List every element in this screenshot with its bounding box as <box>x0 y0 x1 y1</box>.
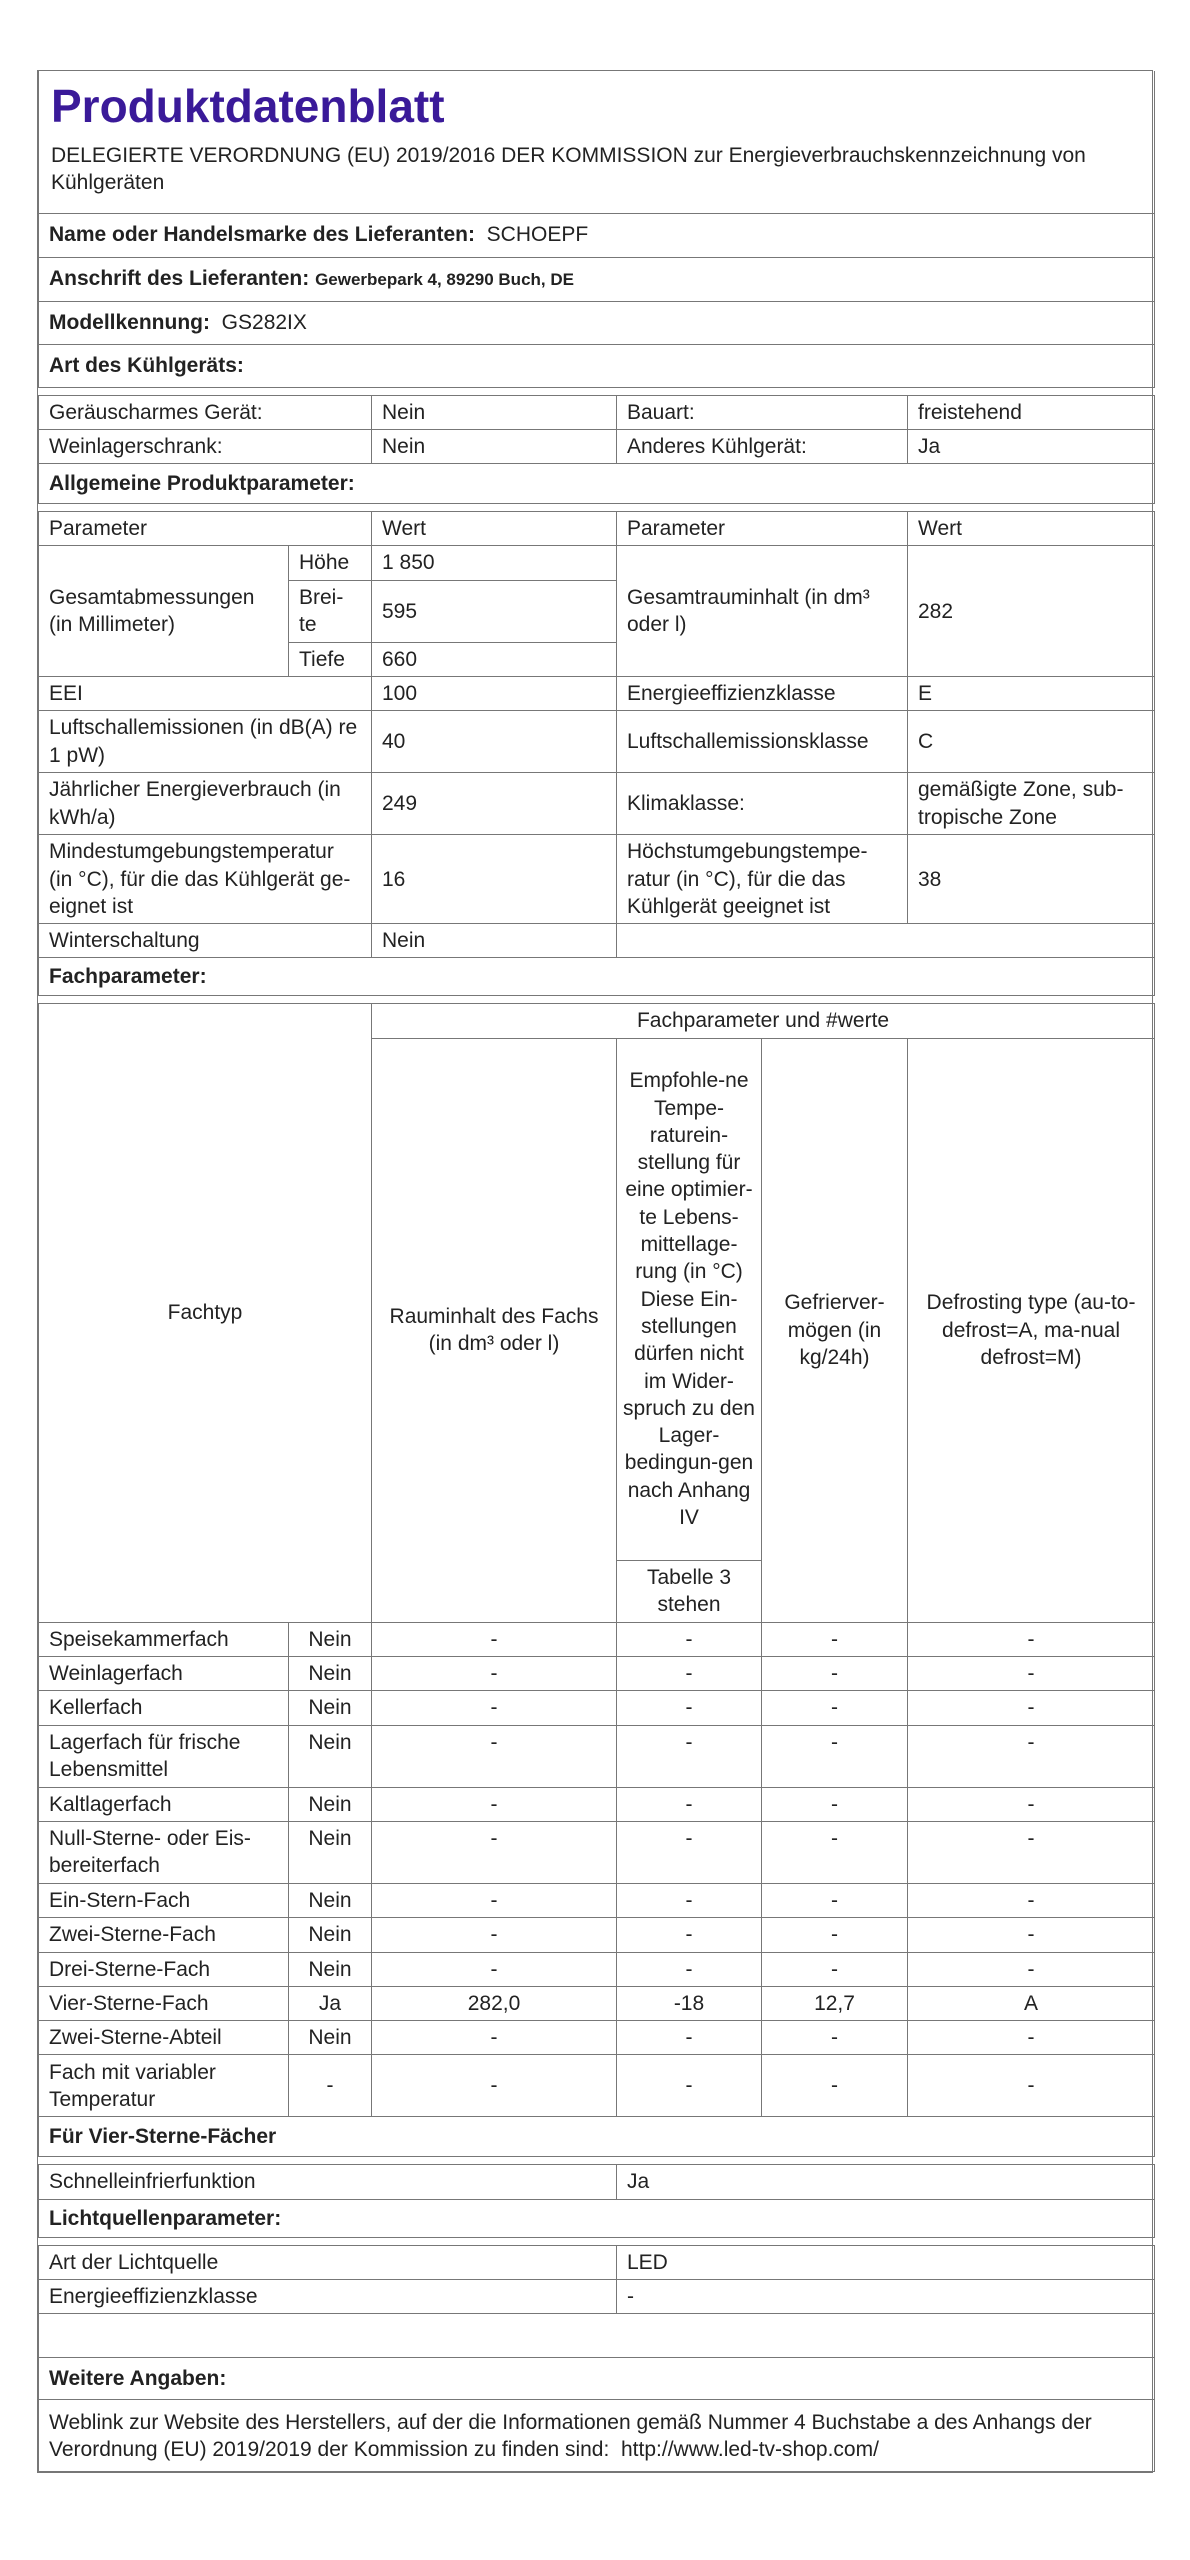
column-header-defrost: Defrosting type (au-to-defrost=A, ma-nual defrost=M) <box>908 1038 1155 1622</box>
compartment-row <box>39 1787 1155 1821</box>
dimension-label: Höhe <box>289 546 372 580</box>
general-row <box>39 676 1155 710</box>
compartment-freezing: - <box>762 1952 908 1986</box>
further-info-heading: Weitere Angaben: <box>39 2358 1155 2400</box>
compartment-freezing: - <box>762 2021 908 2055</box>
compartment-present: - <box>289 2055 372 2117</box>
column-header: Wert <box>372 512 617 546</box>
quick-freeze-label: Schnelleinfrierfunktion <box>39 2165 617 2199</box>
model-row <box>39 301 1155 344</box>
param-value: Ja <box>908 429 1155 463</box>
address-value: Gewerbepark 4, 89290 Buch, DE <box>315 270 574 290</box>
column-header: Parameter <box>617 512 908 546</box>
temperature-header-text-c: Tabelle 3 stehen <box>617 1560 762 1622</box>
compartment-volume: - <box>372 1787 617 1821</box>
model-label: Modellkennung: <box>49 310 210 334</box>
product-data-sheet <box>37 70 1153 2473</box>
general-header-row <box>39 512 1155 546</box>
four-star-row <box>39 2165 1155 2199</box>
supplier-row <box>39 213 1155 257</box>
compartment-name: Kellerfach <box>39 1691 289 1725</box>
compartment-name: Zwei-Sterne-Abteil <box>39 2021 289 2055</box>
compartment-temperature: - <box>617 1691 762 1725</box>
compartment-temperature: - <box>617 1622 762 1656</box>
param-label: Höchstumgebungstempe-ratur (in °C), für die das Kühlgerät geeignet ist <box>617 835 908 924</box>
column-header: Wert <box>908 512 1155 546</box>
compartment-name: Speisekammerfach <box>39 1622 289 1656</box>
param-label: EEI <box>39 676 372 710</box>
light-row <box>39 2245 1155 2279</box>
compartment-name: Kaltlagerfach <box>39 1787 289 1821</box>
compartment-name: Null-Sterne- oder Eis-bereiterfach <box>39 1821 289 1883</box>
compartment-temperature: - <box>617 1883 762 1917</box>
further-info-text <box>39 2400 1155 2472</box>
total-volume-value: 282 <box>908 546 1155 677</box>
spacer <box>39 387 1155 395</box>
compartment-temperature: - <box>617 1787 762 1821</box>
compartment-freezing: - <box>762 1691 908 1725</box>
param-label: Winterschaltung <box>39 924 372 958</box>
compartment-name: Weinlagerfach <box>39 1657 289 1691</box>
compartment-freezing: - <box>762 1821 908 1883</box>
compartment-freezing: 12,7 <box>762 1986 908 2020</box>
compartment-defrost: - <box>908 1657 1155 1691</box>
column-header-volume: Rauminhalt des Fachs (in dm³ oder l) <box>372 1038 617 1622</box>
compartment-volume: - <box>372 2055 617 2117</box>
column-header: Parameter <box>39 512 372 546</box>
general-row <box>39 773 1155 835</box>
param-label: Energieeffizienzklasse <box>617 676 908 710</box>
light-section-heading: Lichtquellenparameter: <box>39 2199 1155 2237</box>
compartment-volume: - <box>372 1821 617 1883</box>
param-value: freistehend <box>908 395 1155 429</box>
compartment-defrost: - <box>908 1622 1155 1656</box>
compartment-present: Nein <box>289 1821 372 1883</box>
dimension-value: 595 <box>372 580 617 642</box>
compartment-volume: - <box>372 1725 617 1787</box>
general-section-heading: Allgemeine Produktparameter: <box>39 464 1155 504</box>
regulation-subtitle: DELEGIERTE VERORDNUNG (EU) 2019/2016 DER KOMMISSION zur Energieverbrauchskennzeichnung von Kühlgeräten <box>51 144 1086 195</box>
total-volume-label: Gesamtrauminhalt (in dm³ oder l) <box>617 546 908 677</box>
compartments-section-heading: Fachparameter: <box>39 958 1155 996</box>
compartment-volume: - <box>372 1691 617 1725</box>
general-row <box>39 711 1155 773</box>
column-header-freezing: Gefrierver-mögen (in kg/24h) <box>762 1038 908 1622</box>
temperature-header-text-a: Empfohle-ne Tempe-raturein-stellung für eine optimier-te Lebens-mittellage-rung (in °C) <box>625 1069 753 1284</box>
param-value: gemäßigte Zone, sub-tropische Zone <box>908 773 1155 835</box>
param-value: Nein <box>372 395 617 429</box>
param-label: Klimaklasse: <box>617 773 908 835</box>
param-value: E <box>908 676 1155 710</box>
param-label: Luftschallemissionsklasse <box>617 711 908 773</box>
compartment-defrost: - <box>908 1918 1155 1952</box>
compartment-present: Ja <box>289 1986 372 2020</box>
param-label: Geräuscharmes Gerät: <box>39 395 372 429</box>
compartment-row <box>39 1725 1155 1787</box>
compartment-name: Drei-Sterne-Fach <box>39 1952 289 1986</box>
compartment-temperature: - <box>617 2055 762 2117</box>
type-row <box>39 395 1155 429</box>
dimension-label: Tiefe <box>289 642 372 676</box>
light-label: Energieeffizienzklasse <box>39 2280 617 2314</box>
light-row <box>39 2280 1155 2314</box>
quick-freeze-value: Ja <box>617 2165 1155 2199</box>
compartment-temperature: - <box>617 1952 762 1986</box>
dimension-row <box>39 546 1155 580</box>
compartment-name: Lagerfach für frische Lebensmittel <box>39 1725 289 1787</box>
spacer <box>39 504 1155 512</box>
spacer <box>39 996 1155 1004</box>
compartment-defrost: - <box>908 2055 1155 2117</box>
compartment-present: Nein <box>289 1787 372 1821</box>
param-value: 16 <box>372 835 617 924</box>
compartment-defrost: - <box>908 1883 1155 1917</box>
param-label: Luftschallemissionen (in dB(A) re 1 pW) <box>39 711 372 773</box>
page-title: Produktdatenblatt <box>51 79 445 132</box>
compartment-name: Fach mit variabler Temperatur <box>39 2055 289 2117</box>
compartment-freezing: - <box>762 1725 908 1787</box>
light-value: - <box>617 2280 1155 2314</box>
compartment-defrost: - <box>908 1821 1155 1883</box>
compartment-present: Nein <box>289 1691 372 1725</box>
light-value: LED <box>617 2245 1155 2279</box>
param-value: C <box>908 711 1155 773</box>
type-row <box>39 429 1155 463</box>
compartment-volume: - <box>372 1657 617 1691</box>
general-row <box>39 924 1155 958</box>
dimension-label: Brei- te <box>289 580 372 642</box>
compartment-freezing: - <box>762 1918 908 1952</box>
compartment-temperature: - <box>617 2021 762 2055</box>
compartment-present: Nein <box>289 1883 372 1917</box>
compartment-present: Nein <box>289 1622 372 1656</box>
compartment-present: Nein <box>289 2021 372 2055</box>
compartment-volume: - <box>372 2021 617 2055</box>
compartment-temperature: - <box>617 1918 762 1952</box>
compartment-defrost: - <box>908 1787 1155 1821</box>
manufacturer-link[interactable]: http://www.led-tv-shop.com/ <box>621 2437 879 2461</box>
param-value: Nein <box>372 429 617 463</box>
four-star-heading: Für Vier-Sterne-Fächer <box>39 2117 1155 2157</box>
address-row <box>39 257 1155 301</box>
compartment-row <box>39 1986 1155 2020</box>
param-label: Bauart: <box>617 395 908 429</box>
compartment-volume: 282,0 <box>372 1986 617 2020</box>
light-label: Art der Lichtquelle <box>39 2245 617 2279</box>
supplier-value: SCHOEPF <box>486 223 589 247</box>
compartment-row <box>39 1883 1155 1917</box>
compartment-temperature: -18 <box>617 1986 762 2020</box>
compartment-temperature: - <box>617 1725 762 1787</box>
dimension-value: 1 850 <box>372 546 617 580</box>
spacer <box>39 2157 1155 2165</box>
compartment-defrost: - <box>908 2021 1155 2055</box>
supplier-label: Name oder Handelsmarke des Lieferanten: <box>49 223 475 247</box>
param-label: Jährlicher Energieverbrauch (in kWh/a) <box>39 773 372 835</box>
compartment-present: Nein <box>289 1952 372 1986</box>
compartment-row <box>39 1918 1155 1952</box>
type-section-heading: Art des Kühlgeräts: <box>39 344 1155 387</box>
model-value: GS282IX <box>221 310 307 334</box>
compartment-row <box>39 2021 1155 2055</box>
param-value: 38 <box>908 835 1155 924</box>
column-header-type: Fachtyp <box>39 1004 372 1622</box>
compartment-temperature: - <box>617 1657 762 1691</box>
empty-row <box>39 2314 1155 2358</box>
empty-cell <box>617 924 1155 958</box>
compartment-row <box>39 1952 1155 1986</box>
param-label: Anderes Kühlgerät: <box>617 429 908 463</box>
compartment-freezing: - <box>762 1622 908 1656</box>
compartment-freezing: - <box>762 1787 908 1821</box>
compartment-present: Nein <box>289 1918 372 1952</box>
compartment-name: Ein-Stern-Fach <box>39 1883 289 1917</box>
param-value: 100 <box>372 676 617 710</box>
compartment-defrost: A <box>908 1986 1155 2020</box>
compartment-name: Vier-Sterne-Fach <box>39 1986 289 2020</box>
further-info-description: Weblink zur Website des Herstellers, auf der die Informationen gemäß Nummer 4 Buchstabe a des Anhangs der Verordnung (EU) 2019/2019 der Kommission zu finden sind: <box>49 2410 1092 2461</box>
dimension-value: 660 <box>372 642 617 676</box>
temperature-header-text-b: Diese Ein-stellungen dürfen nicht im Wider-spruch zu den Lager-bedingun-gen nach Anhang IV <box>623 1287 755 1529</box>
spacer <box>39 2237 1155 2245</box>
general-row <box>39 835 1155 924</box>
dimensions-label: Gesamtabmessungen (in Millimeter) <box>39 546 289 677</box>
compartment-row <box>39 1622 1155 1656</box>
address-label: Anschrift des Lieferanten: <box>49 267 310 291</box>
compartment-temperature: - <box>617 1821 762 1883</box>
column-header-temperature <box>617 1038 762 1560</box>
param-value: 40 <box>372 711 617 773</box>
compartment-row <box>39 1821 1155 1883</box>
compartment-present: Nein <box>289 1657 372 1691</box>
compartment-volume: - <box>372 1952 617 1986</box>
compartment-volume: - <box>372 1883 617 1917</box>
group-header: Fachparameter und #werte <box>372 1004 1155 1038</box>
compartment-freezing: - <box>762 1657 908 1691</box>
param-value: 249 <box>372 773 617 835</box>
param-value: Nein <box>372 924 617 958</box>
compartment-freezing: - <box>762 2055 908 2117</box>
compartment-volume: - <box>372 1622 617 1656</box>
compartment-name: Zwei-Sterne-Fach <box>39 1918 289 1952</box>
compartment-present: Nein <box>289 1725 372 1787</box>
compartment-row <box>39 1657 1155 1691</box>
compartment-row <box>39 1691 1155 1725</box>
param-label: Weinlagerschrank: <box>39 429 372 463</box>
compartment-defrost: - <box>908 1952 1155 1986</box>
param-label: Mindestumgebungstemperatur (in °C), für die das Kühlgerät ge-eignet ist <box>39 835 372 924</box>
compartment-volume: - <box>372 1918 617 1952</box>
compartment-freezing: - <box>762 1883 908 1917</box>
compartment-row <box>39 2055 1155 2117</box>
compartment-defrost: - <box>908 1691 1155 1725</box>
compartment-defrost: - <box>908 1725 1155 1787</box>
header-cell <box>39 71 1155 213</box>
data-sheet-table <box>38 71 1155 2472</box>
